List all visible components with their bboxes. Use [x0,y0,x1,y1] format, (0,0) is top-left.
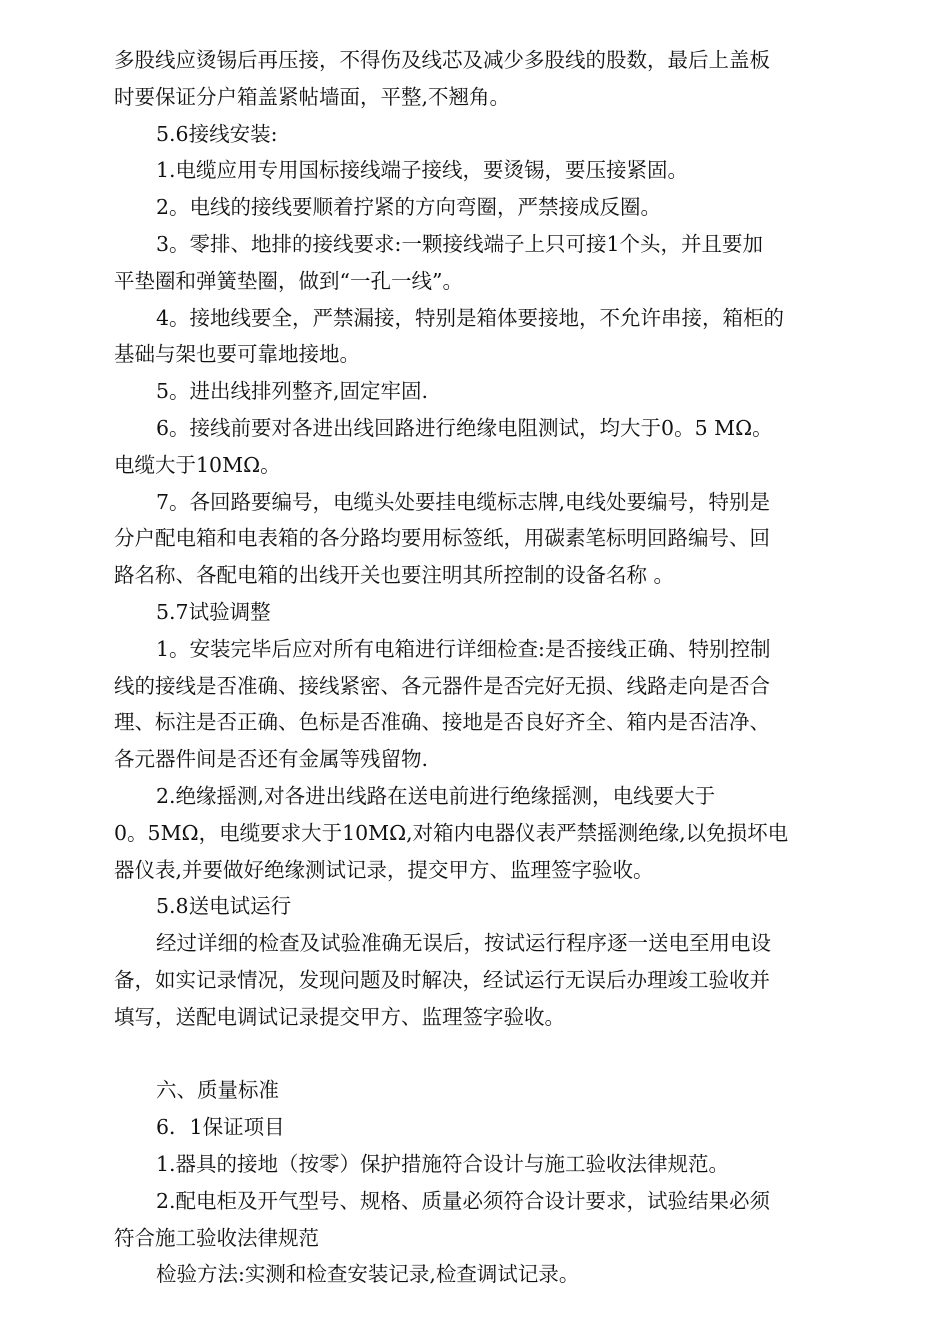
text-line: 2.配电柜及开气型号、规格、质量必须符合设计要求，试验结果必须 [156,1188,771,1213]
text-line: 2.绝缘摇测,对各进出线路在送电前进行绝缘摇测，电线要大于 [156,783,716,808]
text-line: 检验方法:实测和检查安装记录,检查调试记录。 [156,1262,580,1287]
text-line: 符合施工验收法律规范 [114,1225,319,1250]
text-line: 经过详细的检查及试验准确无误后，按试运行程序逐一送电至用电设 [156,931,771,956]
text-line: 5.8送电试运行 [156,894,292,919]
text-line: 平垫圈和弹簧垫圈，做到“一孔一线”。 [114,268,463,293]
text-line: 6．1保证项目 [156,1115,285,1140]
text-line: 分户配电箱和电表箱的各分路均要用标签纸，用碳素笔标明回路编号、回 [114,526,770,551]
text-line: 填写，送配电调试记录提交甲方、监理签字验收。 [114,1004,565,1029]
text-line: 理、标注是否正确、色标是否准确、接地是否良好齐全、箱内是否洁净、 [114,710,770,735]
text-line: 备，如实记录情况，发现问题及时解决，经试运行无误后办理竣工验收并 [114,967,770,992]
text-line: 4。接地线要全，严禁漏接，特别是箱体要接地，不允许串接，箱柜的 [156,305,785,330]
text-line: 6。接线前要对各进出线回路进行绝缘电阻测试，均大于0。5 MΩ。 [156,415,773,440]
text-line: 基础与架也要可靠地接地。 [114,342,360,367]
text-line: 电缆大于10MΩ。 [114,452,281,477]
text-line: 1.器具的接地（按零）保护措施符合设计与施工验收法律规范。 [156,1151,730,1176]
text-line: 0。5MΩ，电缆要求大于10MΩ,对箱内电器仪表严禁摇测绝缘,以免损坏电 [114,820,789,845]
text-line: 时要保证分户箱盖紧帖墙面，平整,不翘角。 [114,84,511,109]
text-line: 5.7试验调整 [156,599,271,624]
text-line: 3。零排、地排的接线要求:一颗接线端子上只可接1个头，并且要加 [156,231,763,256]
text-line: 5.6接线安装: [156,121,278,146]
text-line: 六、质量标准 [156,1078,279,1103]
text-line: 7。各回路要编号，电缆头处要挂电缆标志牌,电线处要编号，特别是 [156,489,771,514]
blank-line [114,1036,844,1073]
text-line: 多股线应烫锡后再压接，不得伤及线芯及减少多股线的股数，最后上盖板 [114,48,770,72]
document-body [114,42,844,1293]
text-line: 路名称、各配电箱的出线开关也要注明其所控制的设备名称 。 [114,563,675,588]
text-line: 1.电缆应用专用国标接线端子接线，要烫锡，要压接紧固。 [156,158,689,183]
text-line: 各元器件间是否还有金属等残留物. [114,747,429,772]
text-line: 5。进出线排列整齐,固定牢固. [156,379,429,404]
text-line: 线的接线是否准确、接线紧密、各元器件是否完好无损、线路走向是否合 [114,673,770,698]
text-line: 1。安装完毕后应对所有电箱进行详细检查:是否接线正确、特别控制 [156,636,771,661]
text-line: 2。电线的接线要顺着拧紧的方向弯圈，严禁接成反圈。 [156,195,662,220]
text-line: 器仪表,并要做好绝缘测试记录，提交甲方、监理签字验收。 [114,857,654,882]
